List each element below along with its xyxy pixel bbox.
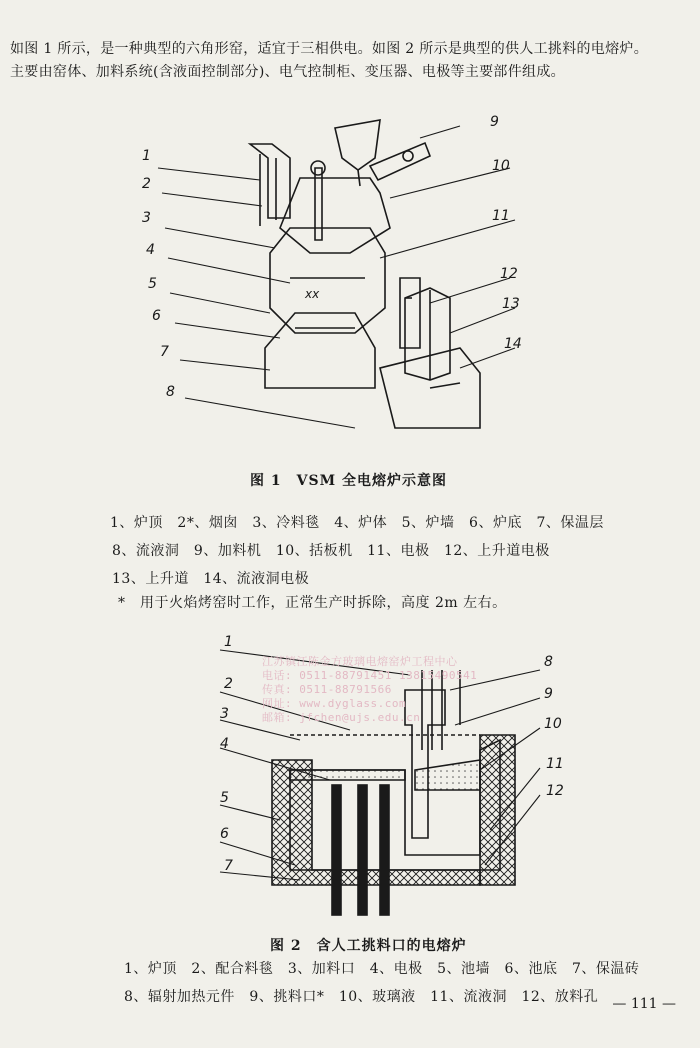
fig1-callout-6: 6 — [152, 308, 161, 324]
figure-2-legend-line-2: 8、辐射加热元件 9、挑料口* 10、玻璃液 11、流液洞 12、放料孔 — [124, 989, 599, 1005]
fig1-callout-13: 13 — [502, 296, 520, 312]
figure-1-footnote: * 用于火焰烤窑时工作，正常生产时拆除，高度 2m 左右。 — [118, 595, 507, 611]
figure-1-legend-line-3: 13、上升道 14、流液洞电极 — [112, 571, 310, 587]
figure-1-legend-line-1: 1、炉顶 2*、烟囱 3、冷料毯 4、炉体 5、炉墙 6、炉底 7、保温层 — [110, 515, 604, 531]
fig2-callout-7: 7 — [224, 858, 233, 874]
fig2-callout-3: 3 — [220, 706, 229, 722]
fig1-callout-10: 10 — [492, 158, 510, 174]
fig1-callout-2: 2 — [142, 176, 151, 192]
fig2-callout-4: 4 — [220, 736, 229, 752]
stamp-line: 传真: 0511-88791566 — [262, 683, 392, 696]
figure-1-diagram — [130, 108, 600, 448]
fig1-callout-3: 3 — [142, 210, 151, 226]
fig2-callout-5: 5 — [220, 790, 229, 806]
figure-2-caption: 图 2 含人工挑料口的电熔炉 — [270, 938, 467, 954]
fig1-callout-4: 4 — [146, 242, 155, 258]
fig1-callout-1: 1 — [142, 148, 151, 164]
watermark-stamp — [262, 655, 512, 725]
fig2-callout-11: 11 — [546, 756, 564, 772]
fig1-callout-8: 8 — [166, 384, 175, 400]
fig2-callout-6: 6 — [220, 826, 229, 842]
fig1-callout-7: 7 — [160, 344, 169, 360]
fig2-callout-10: 10 — [544, 716, 562, 732]
figure-2-legend-line-1: 1、炉顶 2、配合料毯 3、加料口 4、电极 5、池墙 6、池底 7、保温砖 — [124, 961, 640, 977]
stamp-line: 邮箱: jfchen@ujs.edu.cn — [262, 711, 421, 724]
figure-1-legend-line-2: 8、流液洞 9、加料机 10、括板机 11、电极 12、上升道电极 — [112, 543, 550, 559]
fig1-callout-5: 5 — [148, 276, 157, 292]
fig2-callout-12: 12 — [546, 783, 564, 799]
fig2-callout-2: 2 — [224, 676, 233, 692]
stamp-line: 网址: www.dyglass.com — [262, 697, 407, 710]
stamp-line: 电话: 0511-88791451 13815490541 — [262, 669, 478, 682]
intro-paragraph: 如图 1 所示，是一种典型的六角形窑，适宜于三相供电。如图 2 所示是典型的供人工挑料的电熔炉。主要由窑体、加料系统(含液面控制部分)、电气控制柜、变压器、电极等主要部件组成。 — [10, 41, 649, 80]
fig1-callout-14: 14 — [504, 336, 522, 352]
page-number: — 111 — — [612, 996, 676, 1012]
fig2-callout-8: 8 — [544, 654, 553, 670]
fig1-callout-11: 11 — [492, 208, 510, 224]
fig1-callout-12: 12 — [500, 266, 518, 282]
svg-text:xx: xx — [305, 287, 320, 301]
stamp-line: 江苏镇江陈金方玻璃电熔窑炉工程中心 — [262, 655, 458, 668]
fig1-callout-9: 9 — [490, 114, 499, 130]
fig2-callout-9: 9 — [544, 686, 553, 702]
fig2-callout-1: 1 — [224, 634, 233, 650]
figure-1-caption: 图 1 VSM 全电熔炉示意图 — [250, 473, 447, 489]
